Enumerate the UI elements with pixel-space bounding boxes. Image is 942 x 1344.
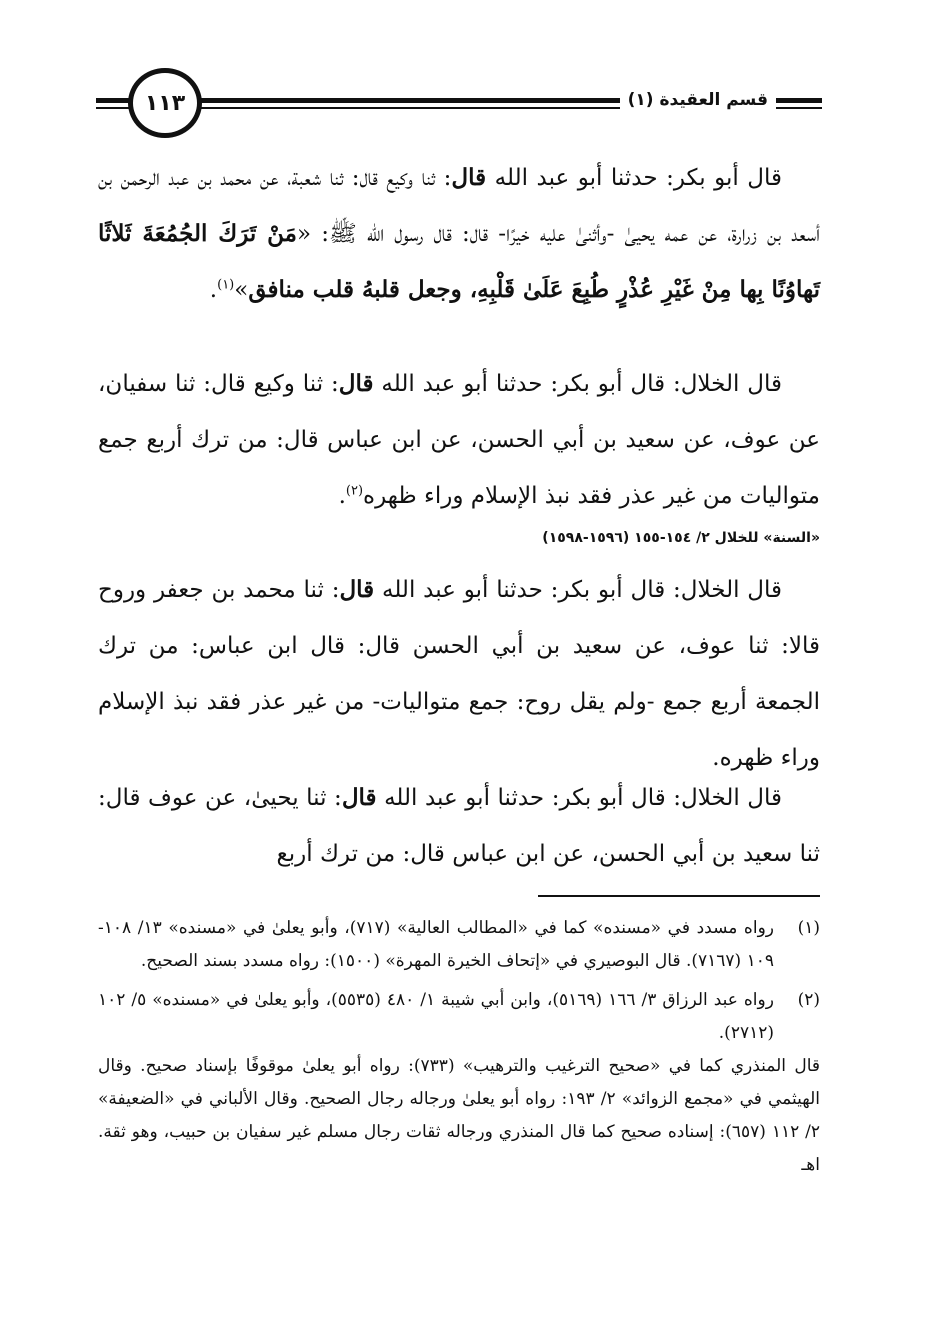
qal-label: قال xyxy=(451,164,487,191)
section-title: قسم العقيدة (١) xyxy=(620,87,776,113)
qal-label: قال xyxy=(341,784,377,811)
footnotes xyxy=(98,912,820,1182)
qal-label: قال xyxy=(339,576,375,603)
source-reference: «السنة» للخلال ٢/ ١٥٤-١٥٥ (١٥٩٦-١٥٩٨) xyxy=(542,530,820,546)
footnote-text: رواه عبد الرزاق ٣/ ١٦٦ (٥١٦٩)، وابن أبي شيبة ١/ ٤٨٠ (٥٥٣٥)، وأبو يعلىٰ في «مسنده» ٥/ ١٠٢ (٢٧١٢). xyxy=(98,990,774,1043)
quote-close: » xyxy=(234,277,249,303)
footnote-separator xyxy=(538,895,820,897)
page-number-text: ١١٣ xyxy=(144,90,186,116)
paragraph-2 xyxy=(98,356,820,524)
paragraph-3 xyxy=(98,562,820,786)
page-number xyxy=(128,68,202,138)
qal-label: قال xyxy=(338,370,374,397)
sentence-end: . xyxy=(338,483,346,509)
footnote-2-continuation: قال المنذري كما في «صحيح الترغيب والترهيب» (٧٣٣): رواه أبو يعلىٰ موقوفًا بإسناد صحيح. وقال الهيثمي في «مجمع الزوائد» ٢/ ١٩٣: رواه أبو يعلىٰ ورجاله رجال الصحيح. وقال الألباني في «الضعيفة» ٢/ ١١٢ (٦٥٧): إسناده صحيح كما قال المنذري ورجاله ثقات رجال مسلم غير سفيان بن حبيب، وهو ثقة. اهـ xyxy=(98,1056,820,1175)
footnote-ref-2[interactable]: (٢) xyxy=(345,483,364,499)
footnote-ref-1[interactable]: (١) xyxy=(217,277,235,293)
isnad-text: قال الخلال: قال أبو بكر: حدثنا أبو عبد الله xyxy=(373,371,782,397)
narration-text: : ثنا يحيىٰ، عن عوف قال: ثنا سعيد بن أبي الحسن، عن ابن عباس قال: من ترك أربع xyxy=(98,785,820,867)
hadith-text: مَنْ تَرَكَ الجُمُعَةَ ثَلاثًا تَهاوُنًا بِها مِنْ غَيْرِ عُذْرٍ طُبِعَ عَلَىٰ قَلْبِهِ، وجعل قلبهُ قلب منافق xyxy=(98,220,820,303)
narration-text: : ثنا وكيع قال: ثنا سفيان، عن عوف، عن سعيد بن أبي الحسن، عن ابن عباس قال: من ترك أربع جمع متواليات من غير عذر فقد نبذ الإسلام وراء ظهره xyxy=(98,371,820,509)
footnote-1 xyxy=(98,912,820,978)
isnad-text: قال الخلال: قال أبو بكر: حدثنا أبو عبد الله xyxy=(374,577,783,603)
isnad-text: قال أبو بكر: حدثنا أبو عبد الله xyxy=(486,165,783,191)
paragraph-4 xyxy=(98,770,820,882)
sentence-end: . xyxy=(209,277,218,303)
isnad-text: قال الخلال: قال أبو بكر: حدثنا أبو عبد الله xyxy=(376,785,783,811)
footnote-number: (١) xyxy=(797,918,820,938)
narration-text: : ثنا محمد بن جعفر وروح قالا: ثنا عوف، عن سعيد بن أبي الحسن قال: قال ابن عباس: من ترك الجمعة أربع جمع -ولم يقل روح: جمع متواليات- من غير عذر فقد نبذ الإسلام وراء ظهره. xyxy=(98,577,820,771)
page-header xyxy=(96,68,822,138)
footnote-2 xyxy=(98,984,820,1050)
narration-text: : ثنا وكيع قال: ثنا شعبة، عن محمد بن عبد الرحمن بن أسعد بن زرارة، عن عمه يحيىٰ -وأثنىٰ عليه خيرًا- قال: قال رسول الله ﷺ: « xyxy=(98,165,820,247)
footnote-text: رواه مسدد في «مسنده» كما في «المطالب العالية» (٧١٧)، وأبو يعلىٰ في «مسنده» ١٣/ ١٠٨- ١٠٩ (٧١٦٧). قال البوصيري في «إتحاف الخيرة المهرة» (١٥٠٠): رواه مسدد بسند الصحيح. xyxy=(98,918,774,971)
footnote-number: (٢) xyxy=(797,990,820,1010)
paragraph-1 xyxy=(98,150,820,318)
